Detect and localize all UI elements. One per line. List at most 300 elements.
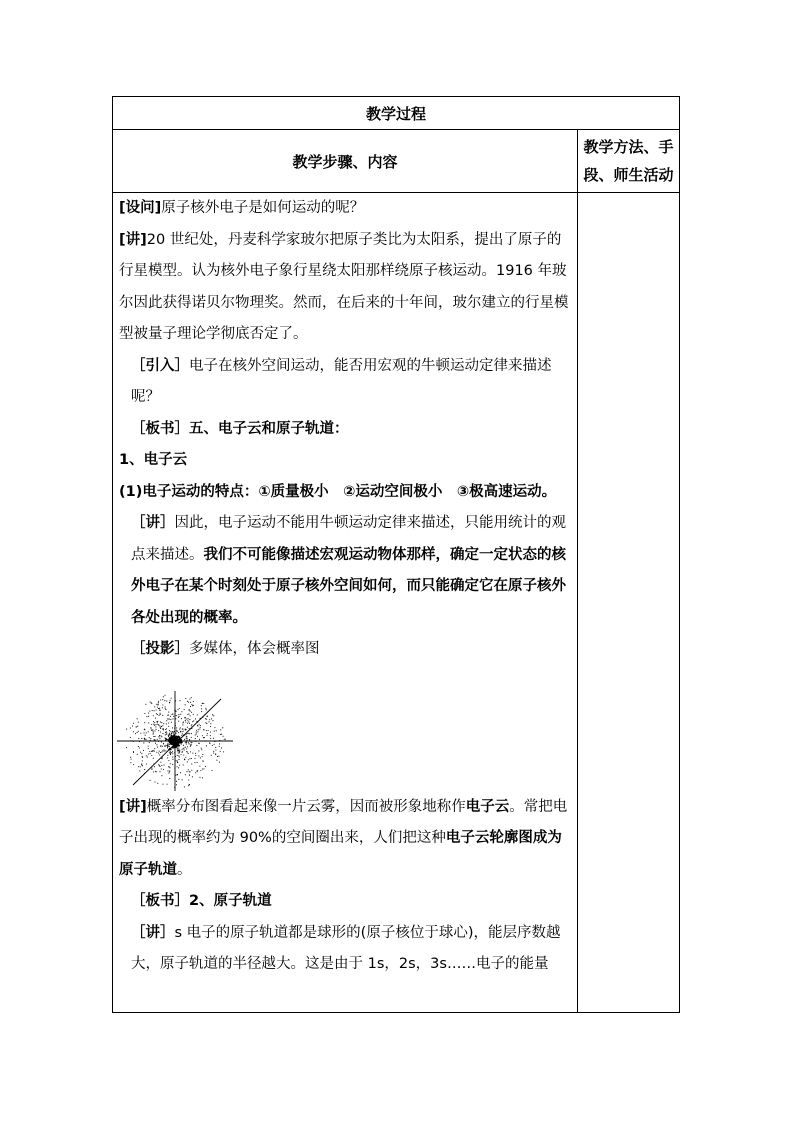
cloud-dot: [160, 699, 161, 700]
cloud-dot: [180, 754, 181, 755]
cloud-dot: [210, 735, 211, 736]
cloud-dot: [182, 731, 183, 732]
cloud-dot: [162, 707, 163, 708]
cloud-dot: [179, 700, 180, 701]
cloud-dot: [211, 770, 212, 771]
cloud-dot: [178, 732, 179, 733]
cloud-dot: [179, 756, 180, 757]
cloud-dot: [190, 751, 191, 752]
cloud-dot: [167, 770, 168, 771]
cloud-dot: [206, 723, 207, 724]
cloud-dot: [185, 722, 186, 723]
cloud-dot: [179, 750, 180, 751]
cloud-dot: [212, 714, 213, 715]
cloud-dot: [154, 730, 155, 731]
cloud-dot: [178, 736, 179, 737]
cloud-dot: [154, 706, 155, 707]
cloud-dot: [158, 701, 159, 702]
cloud-dot: [150, 702, 151, 703]
cloud-dot: [148, 716, 149, 717]
cloud-dot: [179, 729, 180, 730]
cloud-dot: [181, 735, 182, 736]
table-title: 教学过程: [365, 105, 426, 123]
cloud-dot: [191, 704, 192, 705]
cloud-dot: [204, 737, 205, 738]
cloud-dot: [213, 715, 214, 716]
cloud-dot: [182, 729, 183, 730]
cloud-dot: [170, 754, 171, 755]
cloud-dot: [162, 733, 163, 734]
cloud-dot: [213, 738, 214, 739]
cloud-dot: [214, 731, 215, 732]
cloud-dot: [138, 731, 139, 732]
cloud-dot: [133, 731, 134, 732]
cloud-dot: [161, 765, 162, 766]
cloud-dot: [172, 751, 173, 752]
cloud-dot: [194, 758, 195, 759]
cloud-dot: [176, 730, 177, 731]
cloud-dot: [177, 709, 178, 710]
cloud-dot: [179, 708, 180, 709]
cloud-dot: [176, 733, 177, 734]
cloud-dot: [197, 731, 198, 732]
cloud-dot: [155, 743, 156, 744]
cloud-dot: [156, 713, 157, 714]
cloud-dot: [171, 722, 172, 723]
cloud-dot: [155, 729, 156, 730]
cloud-dot: [187, 738, 188, 739]
cloud-dot: [195, 734, 196, 735]
cloud-dot: [208, 730, 209, 731]
cloud-dot: [191, 758, 192, 759]
cloud-dot: [185, 698, 186, 699]
cloud-dot: [163, 765, 164, 766]
cloud-dot: [194, 762, 195, 763]
cloud-dot: [174, 731, 175, 732]
cloud-dot: [167, 757, 168, 758]
cloud-dot: [191, 763, 192, 764]
cloud-dot: [212, 720, 213, 721]
cloud-dot: [166, 701, 167, 702]
cloud-dot: [200, 770, 201, 771]
cloud-dot: [159, 725, 160, 726]
cloud-dot: [132, 725, 133, 726]
cloud-dot: [164, 737, 165, 738]
cloud-dot: [140, 766, 141, 767]
paragraph-cloud: [讲]概率分布图看起来像一片云雾，因而被形象地称作电子云。常把电子出现的概率约为 90%的空间圈出来，人们把这种电子云轮廓图成为原子轨道。: [119, 798, 568, 878]
cloud-dot: [176, 715, 177, 716]
cloud-dot: [162, 746, 163, 747]
cloud-dot: [196, 745, 197, 746]
cloud-dot: [168, 712, 169, 713]
cloud-dot: [159, 708, 160, 709]
cloud-dot: [176, 781, 177, 782]
cloud-dot: [193, 705, 194, 706]
cloud-dot: [180, 731, 181, 732]
cloud-dot: [163, 696, 164, 697]
cloud-dot: [206, 709, 207, 710]
cloud-dot: [201, 708, 202, 709]
cloud-dot: [144, 722, 145, 723]
cloud-dot: [168, 735, 169, 736]
cloud-dot: [183, 764, 184, 765]
cloud-dot: [166, 734, 167, 735]
cloud-dot: [186, 738, 187, 739]
cloud-dot: [166, 728, 167, 729]
cloud-dot: [192, 753, 193, 754]
cloud-dot: [189, 698, 190, 699]
cloud-dot: [169, 767, 170, 768]
cloud-dot: [162, 725, 163, 726]
cloud-dot: [221, 734, 222, 735]
cloud-dot: [184, 759, 185, 760]
cloud-dot: [192, 776, 193, 777]
cloud-dot: [223, 751, 224, 752]
cloud-dot: [178, 749, 179, 750]
cloud-dot: [205, 766, 206, 767]
cloud-dot: [216, 760, 217, 761]
cloud-dot: [163, 749, 164, 750]
cloud-dot: [155, 771, 156, 772]
cloud-dot: [158, 730, 159, 731]
cloud-dot: [168, 726, 169, 727]
cloud-dot: [156, 710, 157, 711]
cloud-dot: [186, 718, 187, 719]
cloud-dot: [167, 744, 168, 745]
cloud-dot: [178, 755, 179, 756]
cloud-dot: [161, 775, 162, 776]
cloud-dot: [135, 733, 136, 734]
cloud-dot: [137, 718, 138, 719]
cloud-dot: [186, 736, 187, 737]
cloud-dot: [164, 695, 165, 696]
cloud-dot: [220, 729, 221, 730]
cloud-dot: [184, 739, 185, 740]
cloud-dot: [178, 714, 179, 715]
cloud-dot: [153, 758, 154, 759]
cloud-dot: [216, 730, 217, 731]
cloud-dot: [159, 710, 160, 711]
cloud-dot: [160, 752, 161, 753]
teaching-process-table: [112, 96, 680, 1013]
cloud-dot: [158, 764, 159, 765]
cloud-dot: [157, 783, 158, 784]
cloud-dot: [149, 737, 150, 738]
cloud-dot: [130, 762, 131, 763]
cloud-dot: [149, 711, 150, 712]
cloud-dot: [148, 722, 149, 723]
cloud-dot: [193, 720, 194, 721]
cloud-dot: [141, 738, 142, 739]
cloud-dot: [186, 771, 187, 772]
cloud-dot: [154, 781, 155, 782]
cloud-dot: [178, 748, 179, 749]
cloud-dot: [151, 769, 152, 770]
cloud-dot: [138, 722, 139, 723]
cloud-dot: [188, 713, 189, 714]
cloud-dot: [160, 762, 161, 763]
paragraph-statistics: ［讲］因此，电子运动不能用牛顿运动定律来描述，只能用统计的观点来描述。我们不可能像描述宏观运动物体那样，确定一定状态的核外电子在某个时刻处于原子核外空间如何，而只能确定它在原子核外各处出现的概率。: [131, 515, 566, 626]
cloud-dot: [163, 728, 164, 729]
cloud-dot: [189, 774, 190, 775]
cloud-dot: [139, 770, 140, 771]
cloud-dot: [219, 762, 220, 763]
cloud-dot: [193, 701, 194, 702]
cloud-dot: [161, 769, 162, 770]
cloud-dot: [178, 717, 179, 718]
cloud-dot: [185, 729, 186, 730]
cloud-dot: [185, 757, 186, 758]
cloud-dot: [151, 755, 152, 756]
cloud-dot: [156, 704, 157, 705]
cloud-dot: [213, 753, 214, 754]
cloud-dot: [187, 720, 188, 721]
cloud-dot: [165, 706, 166, 707]
cloud-dot: [141, 764, 142, 765]
cloud-dot: [161, 751, 162, 752]
cloud-dot: [180, 714, 181, 715]
cloud-dot: [188, 753, 189, 754]
cloud-dot: [155, 726, 156, 727]
cloud-dot: [191, 770, 192, 771]
cloud-dot: [154, 766, 155, 767]
cloud-dot: [177, 746, 178, 747]
cloud-dot: [179, 716, 180, 717]
cloud-dot: [203, 761, 204, 762]
cloud-dot: [215, 754, 216, 755]
paragraph-s-orbital: ［讲］s 电子的原子轨道都是球形的(原子核位于球心)，能层序数越大，原子轨道的半径越大。这是由于 1s，2s，3s……电子的能量: [131, 924, 561, 972]
cloud-dot: [160, 713, 161, 714]
cloud-dot: [155, 718, 156, 719]
cloud-dot: [203, 703, 204, 704]
cloud-dot: [191, 737, 192, 738]
cloud-dot: [182, 724, 183, 725]
cloud-dot: [130, 737, 131, 738]
cloud-dot: [159, 766, 160, 767]
cloud-dot: [189, 771, 190, 772]
cloud-dot: [138, 746, 139, 747]
cloud-dot: [177, 760, 178, 761]
cloud-dot: [182, 751, 183, 752]
cloud-dot: [197, 770, 198, 771]
cloud-dot: [188, 785, 189, 786]
cloud-dot: [202, 703, 203, 704]
cloud-dot: [187, 714, 188, 715]
cloud-dot: [139, 747, 140, 748]
cloud-dot: [200, 725, 201, 726]
cloud-dot: [178, 759, 179, 760]
cloud-dot: [171, 752, 172, 753]
cloud-dot: [191, 733, 192, 734]
cloud-dot: [169, 744, 170, 745]
cloud-dot: [205, 718, 206, 719]
cloud-dot: [161, 741, 162, 742]
cloud-dot: [150, 738, 151, 739]
cloud-dot: [144, 713, 145, 714]
cloud-dot: [197, 714, 198, 715]
cloud-dot: [170, 738, 172, 740]
cloud-dot: [189, 739, 190, 740]
cloud-dot: [159, 738, 160, 739]
cloud-dot: [143, 750, 144, 751]
cloud-dot: [187, 723, 188, 724]
cloud-dot: [170, 735, 171, 736]
cloud-dot: [166, 720, 167, 721]
cloud-dot: [220, 751, 221, 752]
cloud-dot: [188, 742, 189, 743]
cloud-dot: [161, 722, 162, 723]
cloud-dot: [176, 784, 177, 785]
cloud-dot: [183, 754, 184, 755]
cloud-dot: [164, 745, 165, 746]
cloud-dot: [186, 744, 187, 745]
cloud-dot: [184, 717, 185, 718]
cloud-dot: [180, 772, 181, 773]
cloud-dot: [183, 747, 184, 748]
cloud-dot: [157, 747, 158, 748]
cloud-dot: [159, 736, 160, 737]
cloud-dot: [225, 739, 226, 740]
cloud-dot: [185, 720, 186, 721]
cloud-dot: [195, 753, 196, 754]
cloud-dot: [197, 736, 198, 737]
cloud-dot: [169, 778, 170, 779]
cloud-dot: [179, 765, 180, 766]
cloud-dot: [176, 727, 177, 728]
cloud-dot: [189, 733, 190, 734]
cloud-dot: [164, 751, 165, 752]
cloud-dot: [168, 760, 169, 761]
cloud-dot: [189, 710, 190, 711]
cloud-dot: [181, 718, 182, 719]
cloud-dot: [157, 714, 158, 715]
cloud-dot: [159, 735, 160, 736]
cloud-dot: [163, 729, 164, 730]
cloud-dot: [142, 757, 143, 758]
cloud-dot: [154, 722, 155, 723]
cloud-dot: [130, 759, 131, 760]
cloud-dot: [158, 708, 159, 709]
cloud-dot: [159, 715, 160, 716]
cloud-dot: [198, 756, 199, 757]
cloud-dot: [172, 714, 173, 715]
cloud-dot: [192, 705, 193, 706]
cloud-dot: [147, 757, 148, 758]
cloud-dot: [133, 764, 134, 765]
cloud-dot: [190, 711, 191, 712]
cloud-dot: [185, 747, 186, 748]
cloud-dot: [164, 700, 165, 701]
cloud-dot: [151, 730, 152, 731]
cloud-dot: [160, 721, 161, 722]
cloud-dot: [146, 732, 147, 733]
heading-atomic-orbital: ［板书］2、原子轨道: [131, 893, 272, 909]
cloud-dot: [191, 725, 192, 726]
cloud-dot: [162, 699, 163, 700]
cloud-dot: [149, 751, 150, 752]
paragraph-bohr: [讲]20 世纪处，丹麦科学家玻尔把原子类比为太阳系，提出了原子的行星模型。认为核外电子象行星绕太阳那样绕原子核运动。1916 年玻尔因此获得诺贝尔物理奖。然而，在后来的十年间，玻尔建立的行星模型被量子理论学彻底否定了。: [119, 231, 569, 342]
cloud-dot: [151, 768, 152, 769]
cloud-dot: [189, 743, 190, 744]
cloud-dot: [201, 711, 202, 712]
paragraph-intro: ［引入］电子在核外空间运动，能否用宏观的牛顿运动定律来描述呢？: [131, 357, 552, 405]
cloud-dot: [201, 748, 202, 749]
paragraph-electron-features: (1)电子运动的特点：①质量极小 ②运动空间极小 ③极高速运动。: [119, 483, 557, 500]
cloud-dot: [191, 697, 192, 698]
cloud-dot: [153, 724, 154, 725]
cloud-dot: [206, 730, 207, 731]
cloud-dot: [157, 707, 158, 708]
cloud-dot: [160, 728, 161, 729]
cloud-dot: [199, 728, 200, 729]
column-header-methods: [578, 130, 679, 192]
cloud-dot: [177, 755, 178, 756]
cloud-dot: [187, 727, 188, 728]
cloud-dot: [149, 742, 150, 743]
cloud-dot: [165, 740, 166, 741]
cloud-dot: [191, 712, 192, 713]
cloud-dot: [172, 753, 173, 754]
cloud-dot: [138, 766, 139, 767]
cloud-dot: [143, 742, 144, 743]
cloud-dot: [205, 708, 206, 709]
cloud-dot: [182, 779, 183, 780]
cloud-dot: [176, 731, 177, 732]
cloud-dot: [188, 733, 189, 734]
cloud-dot: [148, 713, 149, 714]
cloud-dot: [167, 715, 168, 716]
cloud-dot: [189, 723, 190, 724]
cloud-dot: [150, 727, 151, 728]
cloud-dot: [196, 732, 197, 733]
cloud-dot: [168, 736, 169, 737]
cloud-dot: [212, 745, 213, 746]
cloud-dot: [205, 722, 206, 723]
cloud-dot: [175, 718, 176, 719]
cloud-dot: [197, 726, 198, 727]
cloud-dot: [137, 732, 138, 733]
cloud-dot: [126, 728, 127, 729]
cloud-dot: [173, 732, 174, 733]
cloud-dot: [154, 710, 155, 711]
cloud-dot: [188, 702, 189, 703]
cloud-dot: [201, 749, 202, 750]
cloud-dot: [172, 764, 173, 765]
cloud-dot: [208, 721, 209, 722]
cloud-dot: [200, 727, 201, 728]
cloud-dot: [161, 736, 162, 737]
cloud-dot: [159, 771, 160, 772]
cloud-dot: [183, 745, 184, 746]
cloud-dot: [178, 779, 179, 780]
cloud-dot: [150, 780, 151, 781]
cloud-dot: [188, 718, 189, 719]
cloud-dot: [137, 754, 138, 755]
cloud-dot: [182, 749, 183, 750]
cloud-dot: [140, 733, 141, 734]
cloud-dot: [181, 711, 182, 712]
cloud-dot: [203, 729, 204, 730]
cloud-dot: [157, 722, 158, 723]
column-header-methods-line2: 段、师生活动: [583, 166, 674, 184]
cloud-dot: [206, 719, 207, 720]
cloud-dot: [148, 746, 149, 747]
cloud-dot: [179, 752, 180, 753]
cloud-dot: [210, 723, 211, 724]
cloud-dot: [176, 744, 178, 746]
cloud-dot: [195, 738, 196, 739]
cloud-dot: [162, 715, 163, 716]
